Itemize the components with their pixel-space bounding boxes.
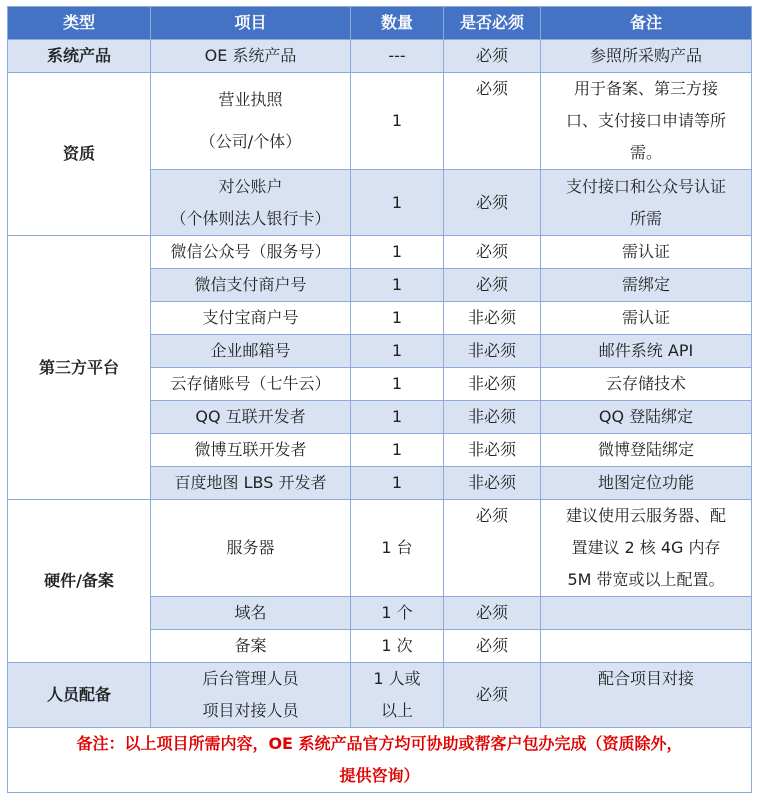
footer-row xyxy=(8,728,752,793)
type-cell: 第三方平台 xyxy=(8,236,151,500)
header-required: 是否必须 xyxy=(444,7,541,40)
header-item: 项目 xyxy=(151,7,351,40)
note-cell xyxy=(541,73,752,170)
footer-note-line: 备注：以上项目所需内容，OE 系统产品官方均可协助或帮客户包办完成（资质除外， xyxy=(76,734,683,753)
required-cell: 必须 xyxy=(444,500,541,597)
item-cell: 微信公众号（服务号） xyxy=(151,236,351,269)
header-qty: 数量 xyxy=(351,7,444,40)
note-line: 口、支付接口申请等所 xyxy=(565,111,726,130)
required-cell: 必须 xyxy=(444,269,541,302)
required-cell: 必须 xyxy=(444,73,541,170)
note-cell: 微博登陆绑定 xyxy=(541,434,752,467)
note-line: 用于备案、第三方接 xyxy=(573,79,718,98)
qty-cell: 1 个 xyxy=(351,597,444,630)
required-cell: 非必须 xyxy=(444,467,541,500)
required-cell: 必须 xyxy=(444,236,541,269)
item-cell: 云存储账号（七牛云） xyxy=(151,368,351,401)
note-cell: 参照所采购产品 xyxy=(541,40,752,73)
note-cell: 邮件系统 API xyxy=(541,335,752,368)
header-type: 类型 xyxy=(8,7,151,40)
item-cell: 微博互联开发者 xyxy=(151,434,351,467)
required-cell: 必须 xyxy=(444,40,541,73)
item-line: 营业执照 xyxy=(218,90,283,109)
item-cell: 百度地图 LBS 开发者 xyxy=(151,467,351,500)
table-row xyxy=(8,236,752,269)
required-cell: 非必须 xyxy=(444,434,541,467)
qty-cell: 1 xyxy=(351,269,444,302)
note-cell xyxy=(541,170,752,236)
item-cell: QQ 互联开发者 xyxy=(151,401,351,434)
note-line: 需。 xyxy=(629,143,662,162)
qty-line: 以上 xyxy=(380,701,413,720)
required-cell: 非必须 xyxy=(444,302,541,335)
qty-cell: 1 xyxy=(351,236,444,269)
table-row xyxy=(8,73,752,170)
note-line: 5M 带宽或以上配置。 xyxy=(567,570,725,589)
item-cell: 域名 xyxy=(151,597,351,630)
item-line: （公司/个体） xyxy=(199,132,302,151)
note-cell: 需绑定 xyxy=(541,269,752,302)
required-cell: 非必须 xyxy=(444,368,541,401)
item-line: 后台管理人员 xyxy=(202,669,299,688)
item-cell: 备案 xyxy=(151,630,351,663)
note-cell: QQ 登陆绑定 xyxy=(541,401,752,434)
item-cell: 微信支付商户号 xyxy=(151,269,351,302)
qty-cell: 1 xyxy=(351,401,444,434)
note-cell: 云存储技术 xyxy=(541,368,752,401)
table-row xyxy=(8,40,752,73)
qty-cell: 1 次 xyxy=(351,630,444,663)
item-cell: 企业邮箱号 xyxy=(151,335,351,368)
note-cell: 配合项目对接 xyxy=(541,663,752,728)
qty-cell: 1 xyxy=(351,170,444,236)
required-cell: 非必须 xyxy=(444,335,541,368)
note-line: 所需 xyxy=(629,208,662,228)
qty-cell xyxy=(351,663,444,728)
qty-cell: 1 xyxy=(351,73,444,170)
qty-cell: 1 xyxy=(351,368,444,401)
qty-cell: 1 xyxy=(351,302,444,335)
required-cell: 必须 xyxy=(444,597,541,630)
item-cell: OE 系统产品 xyxy=(151,40,351,73)
footer-note-line: 提供咨询） xyxy=(339,766,420,785)
item-cell xyxy=(151,663,351,728)
item-line: 项目对接人员 xyxy=(202,701,299,720)
note-cell xyxy=(541,630,752,663)
required-cell: 非必须 xyxy=(444,401,541,434)
qty-cell: 1 台 xyxy=(351,500,444,597)
item-line: （个体则法人银行卡） xyxy=(170,208,331,228)
footer-note xyxy=(8,728,752,793)
type-cell: 人员配备 xyxy=(8,663,151,728)
note-cell xyxy=(541,500,752,597)
note-cell xyxy=(541,597,752,630)
item-line: 对公账户 xyxy=(218,176,283,196)
qty-cell: 1 xyxy=(351,467,444,500)
item-cell xyxy=(151,170,351,236)
table-row xyxy=(8,500,752,597)
table-row xyxy=(8,663,752,728)
note-line: 支付接口和公众号认证 xyxy=(565,176,726,196)
header-note: 备注 xyxy=(541,7,752,40)
note-cell: 地图定位功能 xyxy=(541,467,752,500)
item-cell: 支付宝商户号 xyxy=(151,302,351,335)
type-cell: 系统产品 xyxy=(8,40,151,73)
note-cell: 需认证 xyxy=(541,236,752,269)
qty-cell: --- xyxy=(351,40,444,73)
item-cell xyxy=(151,73,351,170)
item-cell: 服务器 xyxy=(151,500,351,597)
type-cell: 资质 xyxy=(8,73,151,236)
required-cell: 必须 xyxy=(444,170,541,236)
required-cell: 必须 xyxy=(444,630,541,663)
required-cell: 必须 xyxy=(444,663,541,728)
qty-line: 1 人或 xyxy=(373,669,421,688)
qty-cell: 1 xyxy=(351,434,444,467)
note-line: 建议使用云服务器、配 xyxy=(565,506,726,525)
note-line: 置建议 2 核 4G 内存 xyxy=(571,538,721,557)
header-row xyxy=(8,7,752,40)
requirements-table xyxy=(7,6,752,793)
type-cell: 硬件/备案 xyxy=(8,500,151,663)
qty-cell: 1 xyxy=(351,335,444,368)
note-cell: 需认证 xyxy=(541,302,752,335)
